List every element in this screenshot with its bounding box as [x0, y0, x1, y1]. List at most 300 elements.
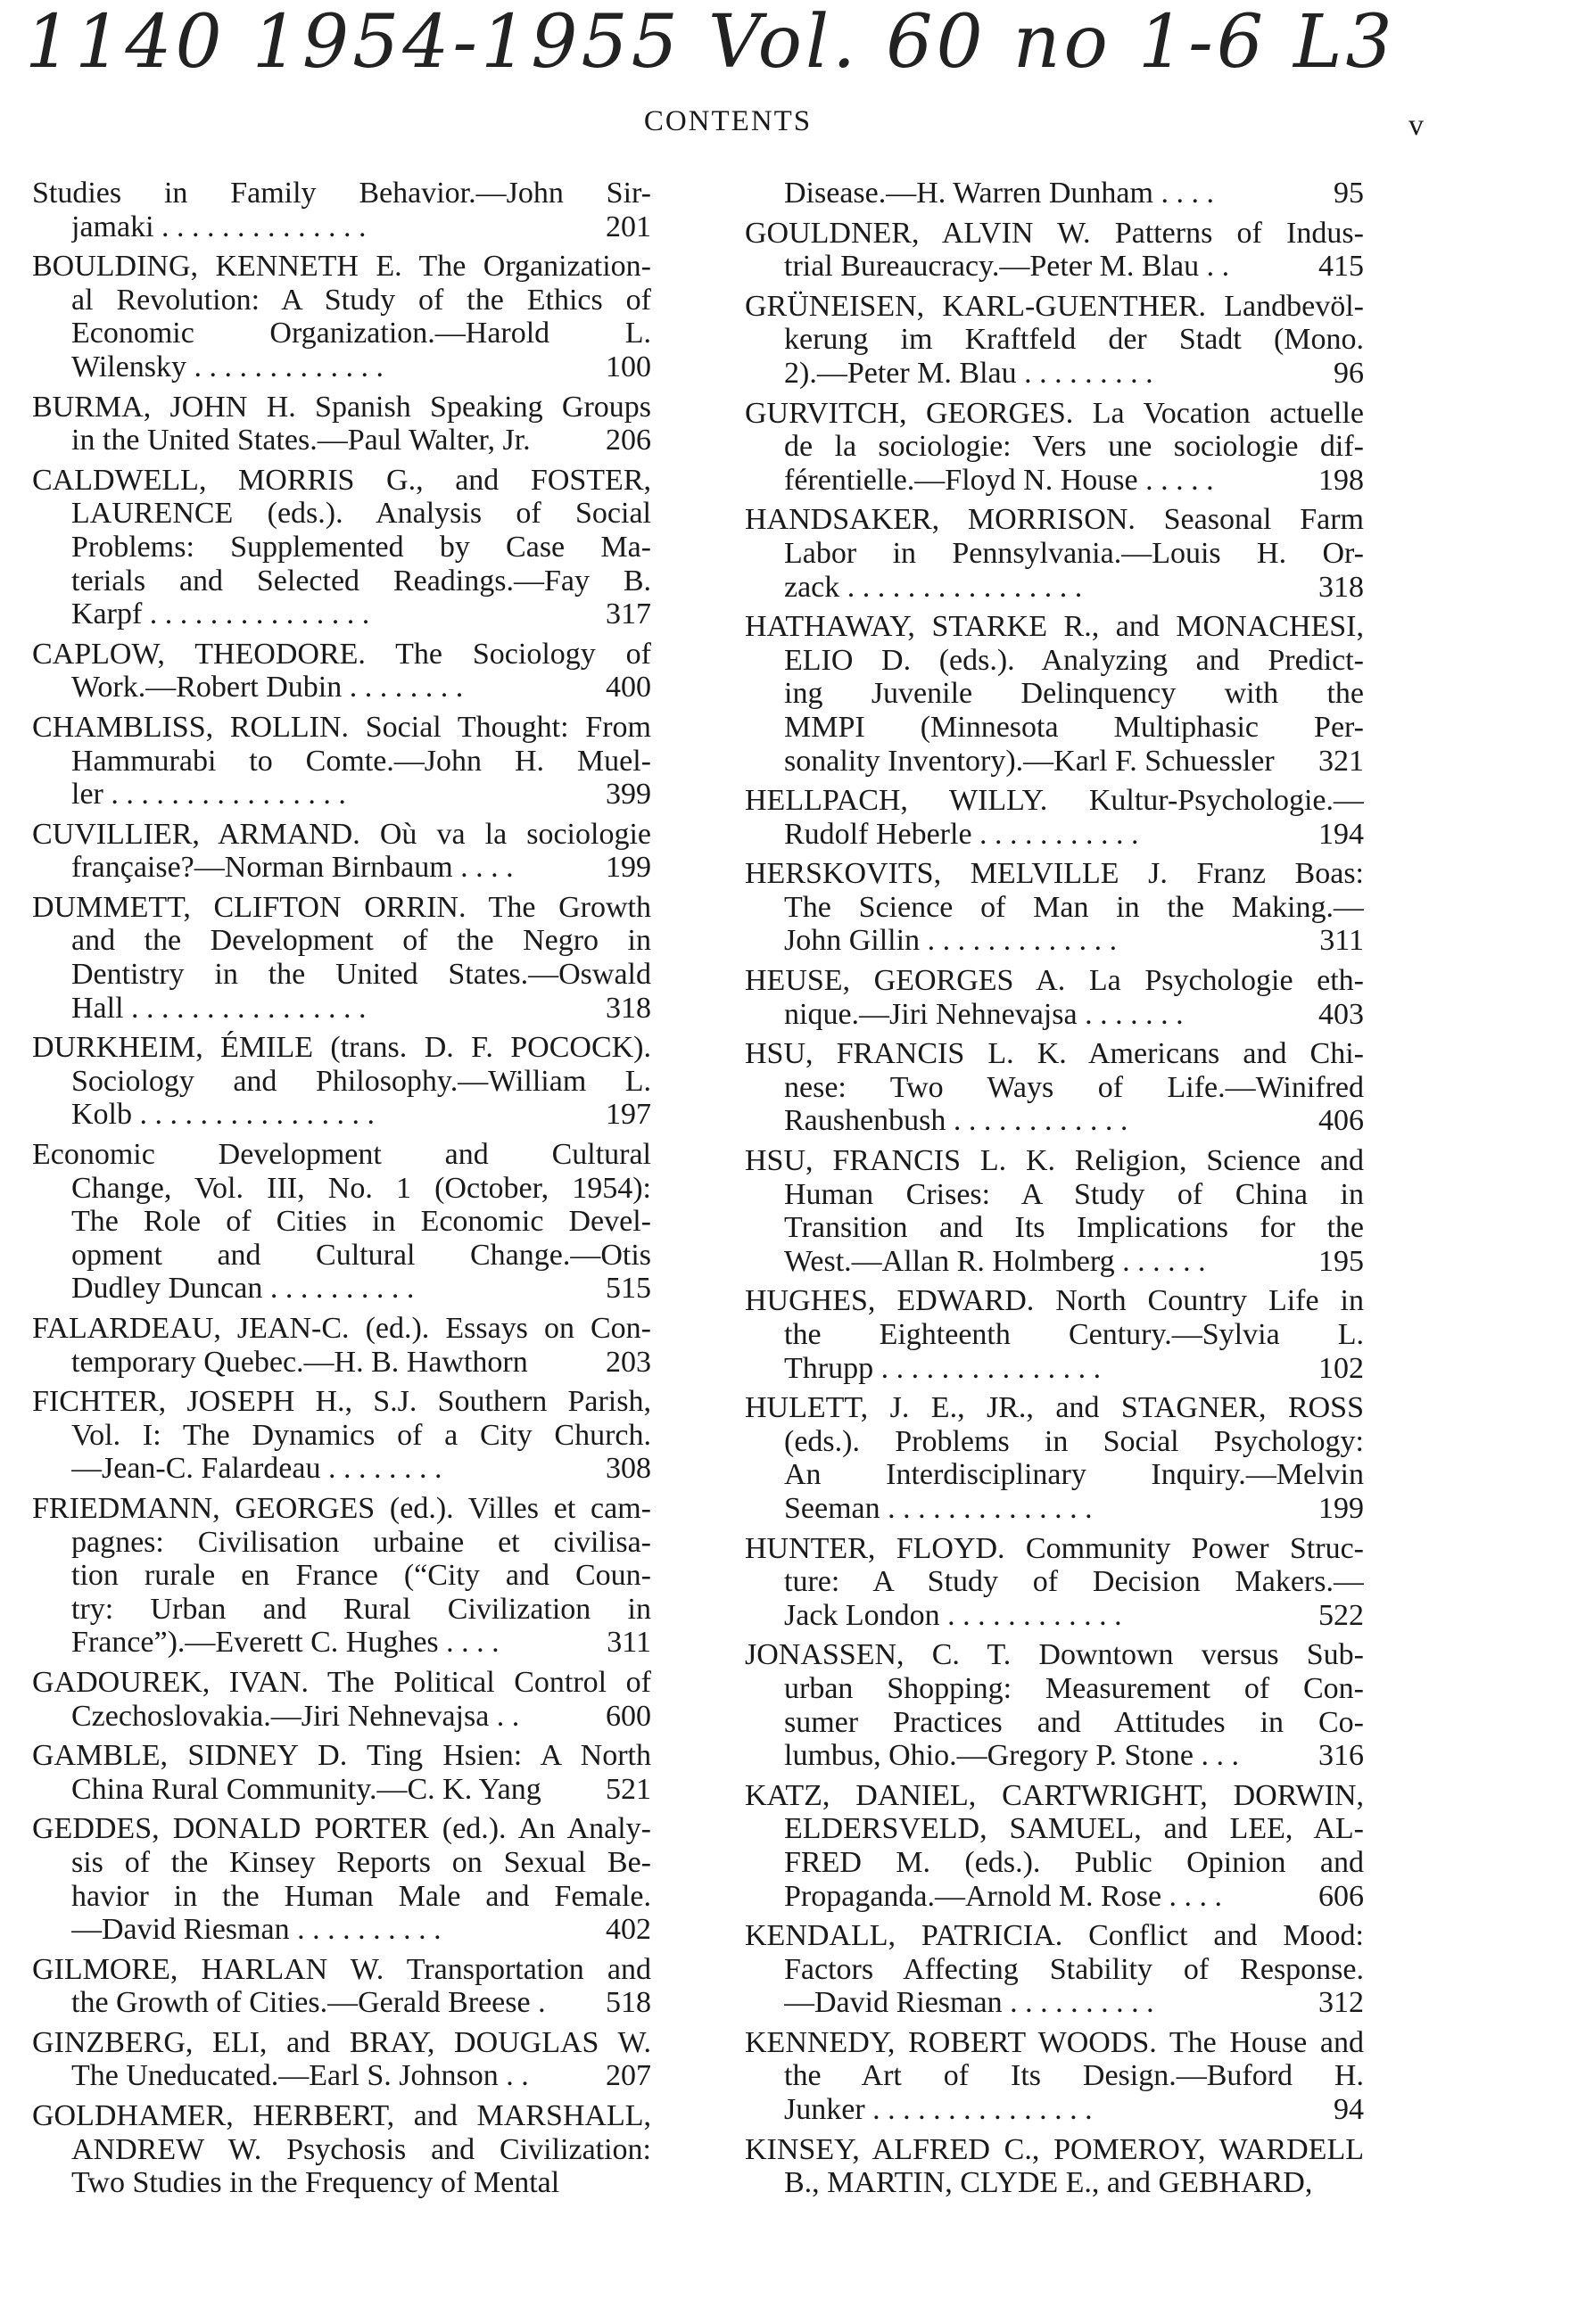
- index-entry-line: [32, 711, 651, 745]
- entry-text: GOULDNER, ALVIN W. Patterns of Indus-: [745, 216, 1364, 250]
- entry-text: Economic Development and Cultural: [32, 1138, 651, 1172]
- index-entry-line: [32, 1138, 651, 1172]
- page-number: 197: [606, 1098, 651, 1132]
- entry-text: France”).—Everett C. Hughes . . . .: [71, 1626, 500, 1660]
- index-entry-line: [32, 2026, 651, 2060]
- index-entry-line: [32, 1666, 651, 1700]
- index-entry-line: [745, 503, 1364, 537]
- index-entry: [32, 1138, 651, 1306]
- entry-text: nese: Two Ways of Life.—Winifred: [784, 1070, 1364, 1104]
- index-entry-line: [32, 210, 651, 244]
- index-entry-line: [32, 2133, 651, 2167]
- page-number: 95: [1334, 177, 1364, 210]
- index-entry-line: [32, 1626, 651, 1660]
- entry-text: al Revolution: A Study of the Ethics of: [71, 283, 651, 317]
- entry-text: CAPLOW, THEODORE. The Sociology of: [32, 637, 651, 671]
- entry-text: Disease.—H. Warren Dunham . . . .: [784, 177, 1214, 210]
- index-entry-line: [745, 1706, 1364, 1740]
- index-entry: [32, 2099, 651, 2200]
- entry-text: GAMBLE, SIDNEY D. Ting Hsien: A North: [32, 1739, 651, 1773]
- page-number: 207: [606, 2059, 651, 2093]
- index-entry-line: [32, 1098, 651, 1132]
- entry-text: 2).—Peter M. Blau . . . . . . . . .: [784, 356, 1153, 390]
- entry-text: lumbus, Ohio.—Gregory P. Stone . . .: [784, 1739, 1239, 1773]
- entry-text: Studies in Family Behavior.—John Sir-: [32, 177, 651, 210]
- entry-text: ler . . . . . . . . . . . . . . . .: [71, 778, 346, 812]
- index-entry-line: [745, 430, 1364, 464]
- page-number: 321: [1318, 744, 1364, 778]
- entry-text: Seeman . . . . . . . . . . . . . .: [784, 1491, 1093, 1525]
- index-entry-line: [32, 1385, 651, 1419]
- index-entry: [32, 1492, 651, 1660]
- entry-text: GOLDHAMER, HERBERT, and MARSHALL,: [32, 2099, 651, 2133]
- page-number: 515: [606, 1272, 651, 1306]
- index-entry-line: [32, 2166, 651, 2200]
- entry-text: HATHAWAY, STARKE R., and MONACHESI,: [745, 610, 1364, 644]
- index-entry-line: [32, 1812, 651, 1846]
- index-entry-line: [32, 497, 651, 531]
- index-entry-line: [745, 964, 1364, 998]
- index-entry-line: [745, 397, 1364, 431]
- page-number: 312: [1318, 1986, 1364, 2020]
- entry-text: BOULDING, KENNETH E. The Organization-: [32, 250, 651, 284]
- entry-text: B., MARTIN, CLYDE E., and GEBHARD,: [784, 2166, 1313, 2200]
- entry-text: FRIEDMANN, GEORGES (ed.). Villes et cam-: [32, 1491, 651, 1525]
- index-entry-line: [32, 1272, 651, 1306]
- page-number: 94: [1334, 2093, 1364, 2127]
- index-entry-line: [32, 1346, 651, 1380]
- entry-text: Czechoslovakia.—Jiri Nehnevajsa . .: [71, 1699, 520, 1733]
- entry-text: sumer Practices and Attitudes in Co-: [784, 1705, 1364, 1739]
- page-number: 606: [1318, 1879, 1364, 1913]
- index-entry: [32, 1739, 651, 1806]
- index-entry-line: [745, 1211, 1364, 1245]
- index-entry-line: [745, 2026, 1364, 2060]
- index-entry-line: [745, 571, 1364, 605]
- index-entry-line: [745, 177, 1364, 210]
- index-entry: [32, 1312, 651, 1379]
- index-entry-line: [745, 1144, 1364, 1178]
- index-entry-line: [745, 2133, 1364, 2167]
- index-entry-line: [745, 2059, 1364, 2093]
- entry-text: try: Urban and Rural Civilization in: [71, 1592, 651, 1626]
- index-entry: [745, 1037, 1364, 1138]
- index-entry: [745, 1532, 1364, 1633]
- index-entry: [32, 891, 651, 1025]
- index-entry-line: [745, 891, 1364, 925]
- page-number: 311: [607, 1626, 651, 1660]
- page-folio: v: [1408, 109, 1424, 142]
- index-column-left: [32, 177, 651, 2206]
- entry-text: CHAMBLISS, ROLLIN. Social Thought: From: [32, 710, 651, 744]
- entry-text: Work.—Robert Dubin . . . . . . . .: [71, 671, 464, 705]
- entry-text: KINSEY, ALFRED C., POMEROY, WARDELL: [745, 2132, 1364, 2166]
- page-number: 102: [1318, 1351, 1364, 1385]
- index-entry: [32, 177, 651, 243]
- entry-text: Sociology and Philosophy.—William L.: [71, 1064, 651, 1098]
- entry-text: An Interdisciplinary Inquiry.—Melvin: [784, 1458, 1364, 1492]
- entry-text: MMPI (Minnesota Multiphasic Per-: [784, 710, 1364, 744]
- entry-text: HULETT, J. E., JR., and STAGNER, ROSS: [745, 1391, 1364, 1425]
- index-entry-line: [32, 1492, 651, 1526]
- index-entry: [745, 2133, 1364, 2200]
- entry-text: and the Development of the Negro in: [71, 924, 651, 958]
- index-entry-line: [745, 1779, 1364, 1813]
- index-entry-line: [745, 1458, 1364, 1492]
- page-number: 402: [606, 1913, 651, 1947]
- entry-text: HUNTER, FLOYD. Community Power Struc-: [745, 1531, 1364, 1565]
- index-entry-line: [32, 992, 651, 1026]
- entry-text: Junker . . . . . . . . . . . . . . .: [784, 2093, 1093, 2127]
- entry-text: GURVITCH, GEORGES. La Vocation actuelle: [745, 396, 1364, 430]
- index-entry: [32, 391, 651, 457]
- entry-text: KENDALL, PATRICIA. Conflict and Mood:: [745, 1919, 1364, 1953]
- index-entry-line: [32, 350, 651, 384]
- entry-text: urban Shopping: Measurement of Con-: [784, 1671, 1364, 1705]
- index-entry: [32, 1666, 651, 1733]
- index-entry-line: [32, 1172, 651, 1206]
- entry-text: China Rural Community.—C. K. Yang: [71, 1772, 541, 1806]
- index-entry-line: [745, 1391, 1364, 1425]
- index-entry-line: [745, 1178, 1364, 1212]
- entry-text: West.—Allan R. Holmberg . . . . . .: [784, 1244, 1206, 1278]
- entry-text: GRÜNEISEN, KARL-GUENTHER. Landbevöl-: [745, 289, 1364, 323]
- index-entry-line: [745, 217, 1364, 251]
- entry-text: CUVILLIER, ARMAND. Où va la sociologie: [32, 817, 651, 851]
- index-entry: [32, 711, 651, 812]
- page-number: 201: [606, 210, 651, 243]
- index-entry-line: [32, 317, 651, 350]
- page-number: 198: [1318, 463, 1364, 497]
- entry-text: Vol. I: The Dynamics of a City Church.: [71, 1418, 651, 1452]
- index-entry-line: [32, 177, 651, 210]
- index-entry-line: [745, 1739, 1364, 1773]
- entry-text: sis of the Kinsey Reports on Sexual Be-: [71, 1845, 651, 1879]
- index-entry: [32, 818, 651, 885]
- entry-text: férentielle.—Floyd N. House . . . . .: [784, 463, 1214, 497]
- index-entry-line: [32, 745, 651, 779]
- index-entry: [32, 250, 651, 383]
- entry-text: Problems: Supplemented by Case Ma-: [71, 530, 651, 564]
- index-entry-line: [745, 1245, 1364, 1279]
- index-entry-line: [745, 1104, 1364, 1138]
- index-entry-line: [745, 1037, 1364, 1071]
- index-entry-line: [32, 891, 651, 925]
- index-entry-line: [745, 1672, 1364, 1706]
- page-number: 518: [606, 1986, 651, 2020]
- entry-text: Dentistry in the United States.—Oswald: [71, 958, 651, 992]
- index-entry-line: [745, 357, 1364, 391]
- entry-text: Hammurabi to Comte.—John H. Muel-: [71, 744, 651, 778]
- index-entry: [745, 503, 1364, 604]
- entry-text: The Science of Man in the Making.—: [784, 890, 1364, 924]
- index-entry-line: [32, 1065, 651, 1099]
- index-entry-line: [32, 531, 651, 565]
- index-entry-line: [745, 2093, 1364, 2127]
- entry-text: —David Riesman . . . . . . . . . .: [784, 1986, 1154, 2020]
- entry-text: Kolb . . . . . . . . . . . . . . . .: [71, 1098, 375, 1132]
- entry-text: —Jean-C. Falardeau . . . . . . . .: [71, 1452, 442, 1486]
- entry-text: ANDREW W. Psychosis and Civilization:: [71, 2132, 651, 2166]
- index-entry: [745, 217, 1364, 284]
- entry-text: jamaki . . . . . . . . . . . . . .: [71, 210, 367, 243]
- index-entry-line: [32, 638, 651, 672]
- index-entry: [745, 1919, 1364, 2020]
- index-entry: [32, 464, 651, 631]
- entry-text: tion rurale en France (“City and Coun-: [71, 1559, 651, 1593]
- entry-text: GINZBERG, ELI, and BRAY, DOUGLAS W.: [32, 2025, 651, 2059]
- entry-text: GADOUREK, IVAN. The Political Control of: [32, 1665, 651, 1699]
- page-number: 199: [606, 851, 651, 885]
- page-number: 415: [1318, 250, 1364, 284]
- entry-text: zack . . . . . . . . . . . . . . . .: [784, 570, 1083, 604]
- index-entry-line: [745, 857, 1364, 891]
- index-entry-line: [32, 1205, 651, 1239]
- entry-text: Two Studies in the Frequency of Mental: [71, 2166, 560, 2200]
- index-entry-line: [745, 818, 1364, 852]
- page-number: 100: [606, 350, 651, 383]
- entry-text: trial Bureaucracy.—Peter M. Blau . .: [784, 250, 1230, 284]
- entry-text: John Gillin . . . . . . . . . . . . .: [784, 924, 1118, 958]
- entry-text: HANDSAKER, MORRISON. Seasonal Farm: [745, 503, 1364, 537]
- index-entry-line: [32, 1986, 651, 2020]
- entry-text: Thrupp . . . . . . . . . . . . . . .: [784, 1351, 1102, 1385]
- index-entry-line: [745, 1318, 1364, 1352]
- entry-text: Propaganda.—Arnold M. Rose . . . .: [784, 1879, 1223, 1913]
- entry-text: BURMA, JOHN H. Spanish Speaking Groups: [32, 390, 651, 424]
- index-entry-line: [32, 1452, 651, 1486]
- entry-text: ing Juvenile Delinquency with the: [784, 677, 1364, 711]
- entry-text: KATZ, DANIEL, CARTWRIGHT, DORWIN,: [745, 1778, 1364, 1812]
- entry-text: Hall . . . . . . . . . . . . . . . .: [71, 991, 367, 1025]
- index-entry-line: [745, 1812, 1364, 1846]
- entry-text: nique.—Jiri Nehnevajsa . . . . . . .: [784, 997, 1184, 1031]
- entry-text: Jack London . . . . . . . . . . . .: [784, 1598, 1122, 1632]
- index-entry-line: [32, 597, 651, 631]
- index-entry-line: [32, 2059, 651, 2093]
- entry-text: HERSKOVITS, MELVILLE J. Franz Boas:: [745, 857, 1364, 891]
- index-entry-line: [32, 464, 651, 498]
- entry-text: ELDERSVELD, SAMUEL, and LEE, AL-: [784, 1812, 1364, 1846]
- entry-text: temporary Quebec.—H. B. Hawthorn: [71, 1345, 528, 1379]
- index-entry: [745, 290, 1364, 391]
- index-entry: [32, 638, 651, 705]
- entry-text: Human Crises: A Study of China in: [784, 1177, 1364, 1211]
- page-number: 399: [606, 778, 651, 812]
- entry-text: GILMORE, HARLAN W. Transportation and: [32, 1952, 651, 1986]
- index-entry-line: [32, 1419, 651, 1453]
- page-header: [32, 105, 1424, 150]
- page-number: 308: [606, 1452, 651, 1486]
- index-entry: [32, 1385, 651, 1486]
- index-entry: [32, 1953, 651, 2020]
- index-entry-line: [745, 323, 1364, 357]
- index-entry-line: [745, 677, 1364, 711]
- page-number: 96: [1334, 356, 1364, 390]
- entry-text: Raushenbush . . . . . . . . . . . .: [784, 1104, 1128, 1138]
- index-entry: [745, 177, 1364, 210]
- index-entry-line: [745, 1284, 1364, 1318]
- entry-text: GEDDES, DONALD PORTER (ed.). An Analy-: [32, 1812, 651, 1846]
- index-entry-line: [32, 1031, 651, 1065]
- index-entry-line: [32, 1526, 651, 1560]
- index-entry-line: [745, 2166, 1364, 2200]
- page-number: 318: [1318, 570, 1364, 604]
- entry-text: pagnes: Civilisation urbaine et civilisa-: [71, 1525, 651, 1559]
- entry-text: The Uneducated.—Earl S. Johnson . .: [71, 2059, 529, 2093]
- page-number: 522: [1318, 1598, 1364, 1632]
- entry-text: DUMMETT, CLIFTON ORRIN. The Growth: [32, 890, 651, 924]
- entry-text: Wilensky . . . . . . . . . . . . .: [71, 350, 384, 383]
- entry-text: DURKHEIM, ÉMILE (trans. D. F. POCOCK).: [32, 1031, 651, 1065]
- index-entry-line: [745, 745, 1364, 779]
- index-entry-line: [745, 1565, 1364, 1599]
- entry-text: the Art of Its Design.—Buford H.: [784, 2059, 1364, 2093]
- index-entry: [32, 1812, 651, 1946]
- index-entry-line: [32, 924, 651, 958]
- entry-text: HSU, FRANCIS L. K. Religion, Science and: [745, 1144, 1364, 1178]
- index-entry-line: [745, 1532, 1364, 1566]
- index-entry: [32, 2026, 651, 2093]
- entry-text: Factors Affecting Stability of Response.: [784, 1952, 1364, 1986]
- index-entry-line: [745, 1953, 1364, 1987]
- index-entry-line: [32, 1846, 651, 1880]
- index-entry-line: [745, 610, 1364, 644]
- index-entry-line: [32, 851, 651, 885]
- index-entry-line: [745, 1352, 1364, 1386]
- entry-text: Karpf . . . . . . . . . . . . . . .: [71, 597, 370, 631]
- entry-text: de la sociologie: Vers une sociologie dif-: [784, 430, 1364, 464]
- entry-text: LAURENCE (eds.). Analysis of Social: [71, 497, 651, 531]
- index-entry-line: [32, 250, 651, 284]
- entry-text: ELIO D. (eds.). Analyzing and Predict-: [784, 643, 1364, 677]
- page-number: 195: [1318, 1244, 1364, 1278]
- index-entry-line: [745, 1425, 1364, 1459]
- index-entry-line: [32, 1953, 651, 1987]
- entry-text: Economic Organization.—Harold L.: [71, 317, 651, 350]
- index-entry: [745, 397, 1364, 498]
- index-entry-line: [32, 1593, 651, 1627]
- entry-text: Dudley Duncan . . . . . . . . . .: [71, 1272, 415, 1306]
- index-entry-line: [745, 250, 1364, 284]
- index-entry-line: [745, 1492, 1364, 1526]
- index-entry-line: [745, 1986, 1364, 2020]
- index-entry-line: [745, 1919, 1364, 1953]
- entry-text: in the United States.—Paul Walter, Jr.: [71, 424, 531, 457]
- index-entry-line: [32, 1559, 651, 1593]
- page-number: 203: [606, 1345, 651, 1379]
- index-entry-line: [32, 1739, 651, 1773]
- entry-text: française?—Norman Birnbaum . . . .: [71, 851, 514, 885]
- index-entry: [745, 1284, 1364, 1385]
- entry-text: The Role of Cities in Economic Devel-: [71, 1205, 651, 1239]
- index-entry: [745, 1779, 1364, 1913]
- page-number: 521: [606, 1772, 651, 1806]
- index-entry-line: [32, 565, 651, 598]
- index-entry-line: [32, 958, 651, 992]
- index-entry-line: [32, 818, 651, 852]
- index-entry-line: [32, 424, 651, 457]
- entry-text: opment and Cultural Change.—Otis: [71, 1238, 651, 1272]
- entry-text: FALARDEAU, JEAN-C. (ed.). Essays on Con-: [32, 1312, 651, 1345]
- index-entry-line: [745, 1880, 1364, 1914]
- entry-text: KENNEDY, ROBERT WOODS. The House and: [745, 2025, 1364, 2059]
- index-entry-line: [32, 391, 651, 424]
- index-entry: [745, 610, 1364, 778]
- entry-text: FRED M. (eds.). Public Opinion and: [784, 1845, 1364, 1879]
- index-entry-line: [32, 671, 651, 705]
- index-entry-line: [745, 290, 1364, 324]
- entry-text: HELLPACH, WILLY. Kultur-Psychologie.—: [745, 784, 1364, 818]
- page-number: 199: [1318, 1491, 1364, 1525]
- entry-text: terials and Selected Readings.—Fay B.: [71, 564, 651, 597]
- index-entry-line: [745, 998, 1364, 1032]
- index-entry: [745, 1144, 1364, 1278]
- index-entry-line: [32, 284, 651, 317]
- entry-text: FICHTER, JOSEPH H., S.J. Southern Parish,: [32, 1385, 651, 1419]
- index-entry: [745, 964, 1364, 1031]
- index-entry: [745, 784, 1364, 851]
- entry-text: HEUSE, GEORGES A. La Psychologie eth-: [745, 964, 1364, 998]
- entry-text: (eds.). Problems in Social Psychology:: [784, 1424, 1364, 1458]
- index-entry-line: [745, 1638, 1364, 1672]
- page-number: 406: [1318, 1104, 1364, 1138]
- index-entry: [745, 1638, 1364, 1772]
- index-entry-line: [32, 1913, 651, 1947]
- index-entry-line: [32, 1880, 651, 1914]
- entry-text: the Growth of Cities.—Gerald Breese .: [71, 1986, 546, 2020]
- entry-text: Labor in Pennsylvania.—Louis H. Or-: [784, 536, 1364, 570]
- index-entry-line: [745, 1071, 1364, 1105]
- index-entry-line: [745, 924, 1364, 958]
- index-entry-line: [32, 1239, 651, 1273]
- index-entry-line: [32, 778, 651, 812]
- index-entry: [745, 1391, 1364, 1525]
- index-entry-line: [745, 537, 1364, 571]
- page-number: 311: [1319, 924, 1364, 958]
- entry-text: —David Riesman . . . . . . . . . .: [71, 1913, 442, 1947]
- entry-text: HSU, FRANCIS L. K. Americans and Chi-: [745, 1037, 1364, 1071]
- index-entry-line: [745, 464, 1364, 498]
- entry-text: Change, Vol. III, No. 1 (October, 1954):: [71, 1171, 651, 1205]
- page-number: 317: [606, 597, 651, 631]
- index-entry: [32, 1031, 651, 1132]
- page-title: CONTENTS: [643, 105, 813, 137]
- page-number: 318: [606, 991, 651, 1025]
- entry-text: the Eighteenth Century.—Sylvia L.: [784, 1318, 1364, 1351]
- page-number: 400: [606, 671, 651, 705]
- entry-text: Transition and Its Implications for the: [784, 1211, 1364, 1245]
- entry-text: JONASSEN, C. T. Downtown versus Sub-: [745, 1638, 1364, 1672]
- page-number: 600: [606, 1699, 651, 1733]
- entry-text: Rudolf Heberle . . . . . . . . . . .: [784, 817, 1139, 851]
- index-entry-line: [745, 644, 1364, 678]
- index-column-right: [745, 177, 1364, 2206]
- entry-text: CALDWELL, MORRIS G., and FOSTER,: [32, 463, 651, 497]
- index-entry-line: [32, 1773, 651, 1807]
- handwritten-annotation: 1140 1954-1955 Vol. 60 no 1-6 L3: [25, 0, 1396, 85]
- entry-text: sonality Inventory).—Karl F. Schuessler: [784, 744, 1275, 778]
- page-number: 206: [606, 424, 651, 457]
- index-entry-line: [32, 2099, 651, 2133]
- index-entry-line: [745, 711, 1364, 745]
- index-entry-line: [745, 784, 1364, 818]
- entry-text: ture: A Study of Decision Makers.—: [784, 1565, 1364, 1599]
- page-number: 316: [1318, 1739, 1364, 1773]
- index-entry-line: [745, 1599, 1364, 1633]
- index-entry-line: [32, 1700, 651, 1734]
- page-number: 403: [1318, 997, 1364, 1031]
